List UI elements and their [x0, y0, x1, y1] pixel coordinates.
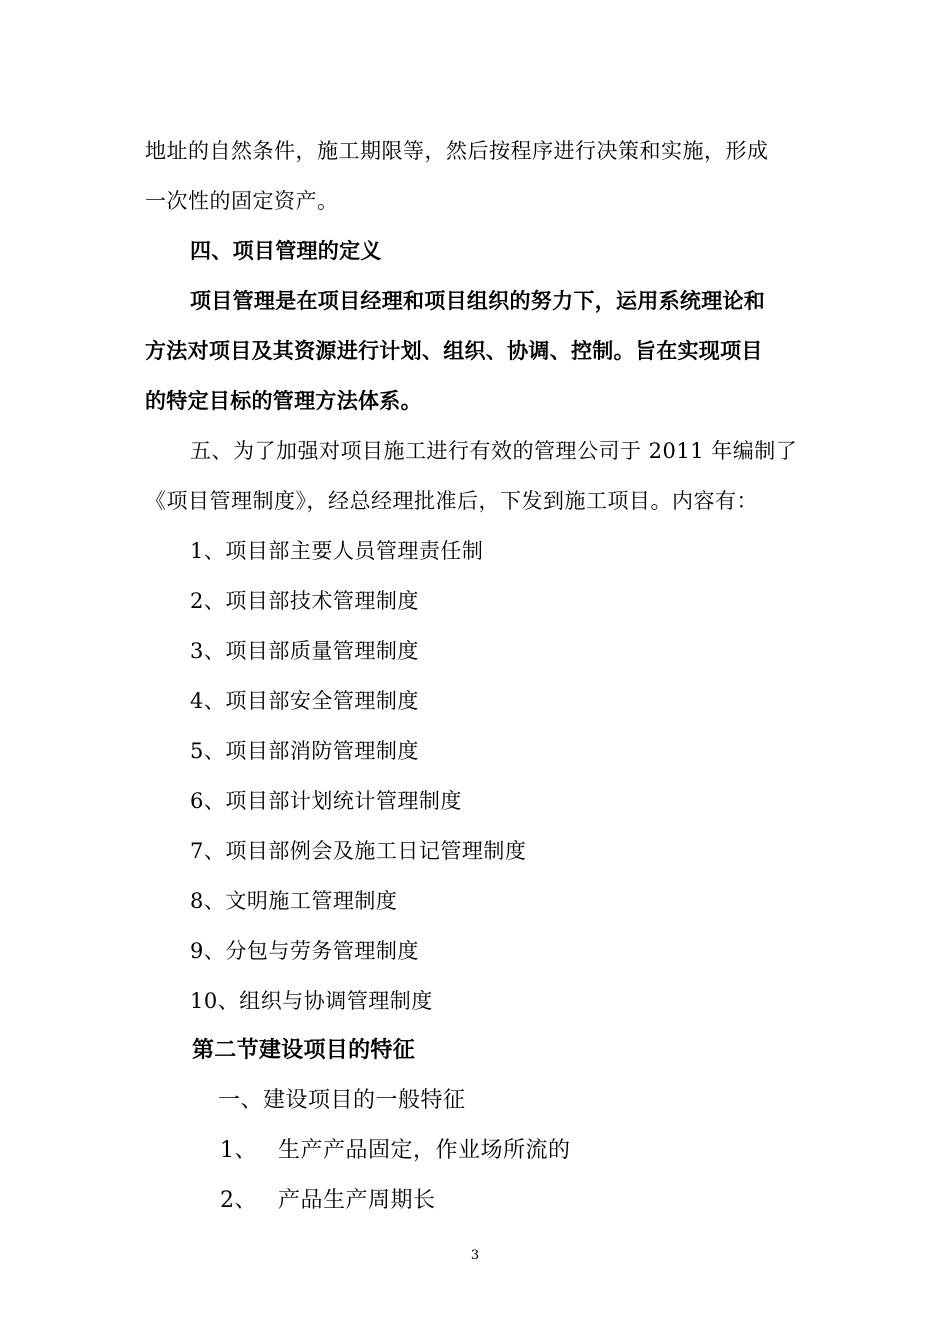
list-item: 10、组织与协调管理制度 — [190, 989, 433, 1013]
feature-number: 1、 — [220, 1138, 257, 1163]
list-item: 5、项目部消防管理制度 — [190, 739, 419, 763]
paragraph-line: 地址的自然条件，施工期限等，然后按程序进行决策和实施，形成 — [145, 139, 769, 163]
list-item: 1、项目部主要人员管理责任制 — [190, 539, 484, 563]
page-number: 3 — [470, 1248, 480, 1263]
heading-project-management-definition: 四、项目管理的定义 — [190, 239, 382, 263]
section-title: 第二节建设项目的特征 — [192, 1038, 416, 1063]
list-item: 4、项目部安全管理制度 — [190, 689, 419, 713]
list-item: 7、项目部例会及施工日记管理制度 — [190, 839, 527, 863]
definition-line: 的特定目标的管理方法体系。 — [145, 389, 422, 413]
list-item: 3、项目部质量管理制度 — [190, 639, 419, 663]
list-item: 8、文明施工管理制度 — [190, 889, 398, 913]
feature-item — [220, 1137, 571, 1165]
paragraph-line: 五、为了加强对项目施工进行有效的管理公司于 2011 年编制了 — [190, 439, 798, 463]
feature-text: 产品生产周期长 — [278, 1188, 436, 1213]
feature-text: 生产产品固定，作业场所流的 — [278, 1138, 571, 1163]
paragraph-line: 《项目管理制度》，经总经理批准后，下发到施工项目。内容有： — [145, 489, 758, 513]
list-item: 6、项目部计划统计管理制度 — [190, 789, 462, 813]
definition-line: 方法对项目及其资源进行计划、组织、协调、控制。旨在实现项目 — [145, 339, 763, 363]
definition-line: 项目管理是在项目经理和项目组织的努力下，运用系统理论和 — [190, 289, 766, 313]
section-subtitle: 一、建设项目的一般特征 — [218, 1088, 466, 1113]
paragraph-line: 一次性的固定资产。 — [145, 189, 339, 213]
feature-item — [220, 1187, 436, 1215]
list-item: 2、项目部技术管理制度 — [190, 589, 419, 613]
list-item: 9、分包与劳务管理制度 — [190, 939, 419, 963]
feature-number: 2、 — [220, 1188, 257, 1213]
